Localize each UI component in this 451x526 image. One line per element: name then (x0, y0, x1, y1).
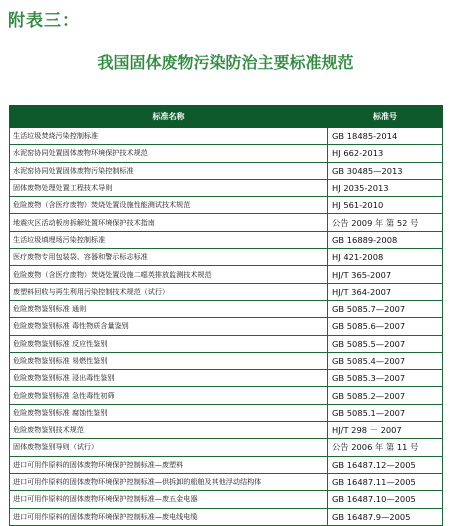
table-row (10, 404, 443, 421)
table-row (10, 508, 443, 525)
standard-number-cell: HJ 662-2013 (328, 145, 443, 162)
standard-name-cell: 危险废物鉴别标准 急性毒性初筛 (10, 387, 328, 404)
standard-number-cell: GB 5085.6—2007 (328, 318, 443, 335)
table-row (10, 456, 443, 473)
appendix-label: 附表三： (8, 11, 80, 31)
standard-number-cell: GB 16889-2008 (328, 231, 443, 248)
standard-number-cell: GB 5085.7—2007 (328, 300, 443, 317)
standard-number-cell: GB 16487.11—2005 (328, 473, 443, 490)
column-header-standard-name: 标准名称 (10, 106, 328, 128)
standard-name-cell: 进口可用作原料的固体废物环境保护控制标准—废五金电器 (10, 491, 328, 508)
standard-name-cell: 进口可用作原料的固体废物环境保护控制标准—废电线电缆 (10, 508, 328, 525)
standard-name-cell: 生活垃圾填埋场污染控制标准 (10, 231, 328, 248)
standard-name-cell: 生活垃圾焚烧污染控制标准 (10, 128, 328, 145)
table-row (10, 197, 443, 214)
standard-number-cell: GB 5085.1—2007 (328, 404, 443, 421)
table-row (10, 128, 443, 145)
table-row (10, 300, 443, 317)
standard-number-cell: HJ 561-2010 (328, 197, 443, 214)
standard-name-cell: 危险废物（含医疗废物）焚烧处置设施二噁英排放监测技术规范 (10, 266, 328, 283)
column-header-standard-number: 标准号 (328, 106, 443, 128)
standard-number-cell: HJ 421-2008 (328, 249, 443, 266)
standard-number-cell: GB 30485—2013 (328, 162, 443, 179)
standard-number-cell: GB 16487.9—2005 (328, 508, 443, 525)
table-row (10, 387, 443, 404)
table-row (10, 318, 443, 335)
standard-number-cell: HJ 2035-2013 (328, 179, 443, 196)
table-row (10, 335, 443, 352)
standard-name-cell: 危险废物鉴别标准 易燃性鉴别 (10, 352, 328, 369)
standard-number-cell: GB 5085.2—2007 (328, 387, 443, 404)
standard-name-cell: 地震灾区活动板房拆解处置环境保护技术指南 (10, 214, 328, 231)
standard-number-cell: HJ/T 298 － 2007 (328, 422, 443, 439)
table-row (10, 214, 443, 231)
table-row (10, 283, 443, 300)
standard-name-cell: 废塑料回收与再生利用污染控制技术规范（试行） (10, 283, 328, 300)
table-row (10, 162, 443, 179)
table-row (10, 473, 443, 490)
standard-name-cell: 危险废物鉴别标准 通则 (10, 300, 328, 317)
standard-number-cell: HJ/T 365-2007 (328, 266, 443, 283)
table-row (10, 145, 443, 162)
document-title: 我国固体废物污染防治主要标准规范 (97, 53, 354, 72)
standard-number-cell: GB 16487.10—2005 (328, 491, 443, 508)
standard-name-cell: 水泥窑协同处置固体废物环境保护技术规范 (10, 145, 328, 162)
table-header-row (10, 106, 443, 128)
standard-name-cell: 水泥窑协同处置固体废物污染控制标准 (10, 162, 328, 179)
standard-number-cell: GB 5085.3—2007 (328, 370, 443, 387)
standard-name-cell: 危险废物鉴别标准 腐蚀性鉴别 (10, 404, 328, 421)
table-row (10, 352, 443, 369)
table-body (10, 128, 443, 526)
table-row (10, 439, 443, 456)
standard-name-cell: 固体废物鉴别导则（试行） (10, 439, 328, 456)
table-row (10, 491, 443, 508)
standard-name-cell: 进口可用作原料的固体废物环境保护控制标准—废塑料 (10, 456, 328, 473)
table-row (10, 179, 443, 196)
standard-name-cell: 医疗废物专用包装袋、容器和警示标志标准 (10, 249, 328, 266)
standard-number-cell: GB 5085.5—2007 (328, 335, 443, 352)
table-row (10, 266, 443, 283)
standard-name-cell: 危险废物鉴别标准 毒性物质含量鉴别 (10, 318, 328, 335)
table-row (10, 249, 443, 266)
standard-name-cell: 危险废物（含医疗废物）焚烧处置设施性能测试技术规范 (10, 197, 328, 214)
table-row (10, 370, 443, 387)
standard-name-cell: 固体废物处理处置工程技术导则 (10, 179, 328, 196)
standard-number-cell: GB 5085.4—2007 (328, 352, 443, 369)
table-row (10, 231, 443, 248)
standard-name-cell: 危险废物鉴别技术规范 (10, 422, 328, 439)
standard-number-cell: HJ/T 364-2007 (328, 283, 443, 300)
standard-number-cell: GB 16487.12—2005 (328, 456, 443, 473)
standard-name-cell: 进口可用作原料的固体废物环境保护控制标准—供拆卸的船舶及其他浮动结构体 (10, 473, 328, 490)
standard-number-cell: GB 18485-2014 (328, 128, 443, 145)
standard-name-cell: 危险废物鉴别标准 反应性鉴别 (10, 335, 328, 352)
table-row (10, 422, 443, 439)
standard-name-cell: 危险废物鉴别标准 浸出毒性鉴别 (10, 370, 328, 387)
standards-table (9, 105, 443, 526)
standard-number-cell: 公告 2009 年 第 52 号 (328, 214, 443, 231)
standard-number-cell: 公告 2006 年 第 11 号 (328, 439, 443, 456)
